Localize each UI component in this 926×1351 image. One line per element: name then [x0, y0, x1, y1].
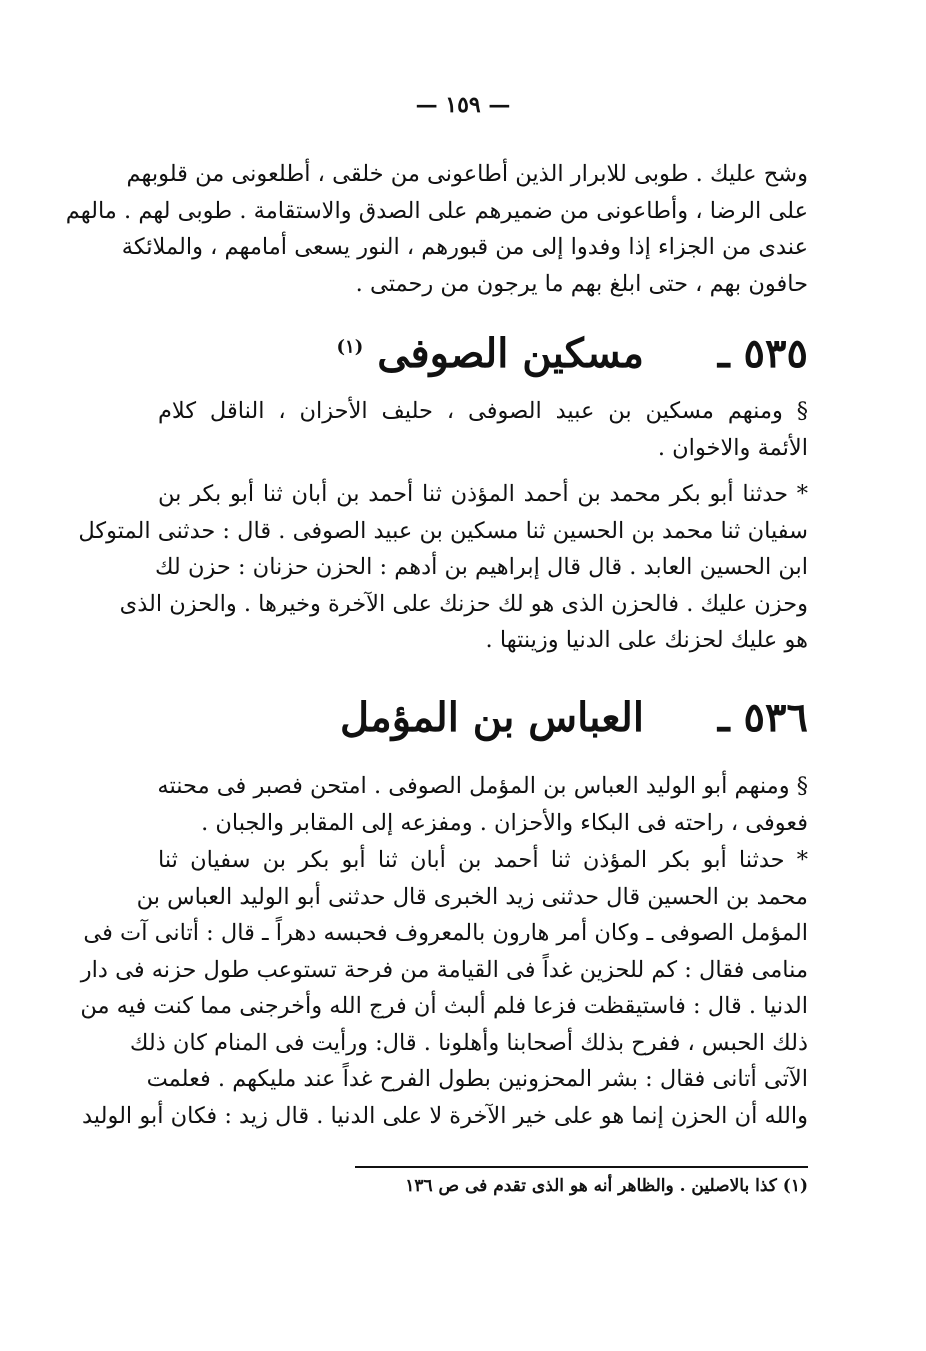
text-line: ذلك الحبس ، ففرح بذلك أصحابنا وأهلونا . قال: ورأيت فى المنام كان ذلك [129, 1029, 808, 1056]
text-line: هو عليك لحزنك على الدنيا وزينتها . [485, 627, 808, 653]
section-number: ٥٣٦ ـ [717, 694, 808, 741]
text-line: سفيان ثنا محمد بن الحسين ثنا مسكين بن عبيد الصوفى . قال : حدثنى المتوكل [78, 517, 808, 544]
text-line: على الرضا ، وأطاعونى من ضميرهم على الصدق والاستقامة . طوبى لهم . مالهم [65, 197, 808, 224]
text-line: فعوفى ، راحته فى البكاء والأحزان . ومفزعه إلى المقابر والجبان . [201, 809, 808, 836]
text-line: عندى من الجزاء إذا وفدوا إلى من قبورهم ، النور يسعى أمامهم ، والملائكة [121, 234, 808, 260]
paragraph-hadith-abbas [80, 842, 808, 1134]
section-title: العباس بن المؤمل [340, 694, 644, 741]
section-heading-535 [158, 330, 808, 390]
footnote-reference: (١) [336, 336, 364, 358]
page-number: — ١٥٩ — [415, 92, 511, 118]
text-line: ابن الحسين العابد . قال قال إبراهيم بن أدهم : الحزن حزنان : حزن لك [154, 554, 808, 580]
text-line: * حدثنا أبو بكر محمد بن أحمد المؤذن ثنا أحمد بن أبان ثنا أبو بكر بن [158, 481, 808, 507]
text-line: والله أن الحزن إنما هو على خير الآخرة لا على الدنيا . قال زيد : فكان أبو الوليد [81, 1102, 808, 1129]
text-line: وشح عليك . طوبى للابرار الذين أطاعونى من خلقى ، أطلعونى من قلوبهم [126, 161, 808, 187]
text-line: وحزن عليك . فالحزن الذى هو لك حزنك على الآخرة وخيرها . والحزن الذى [119, 590, 808, 617]
footnote-separator [355, 1166, 808, 1168]
section-title: مسكين الصوفى [377, 330, 644, 377]
text-line: محمد بن الحسين قال حدثنى زيد الخبرى قال حدثنى أبو الوليد العباس بن [136, 883, 808, 910]
text-line: § ومنهم أبو الوليد العباس بن المؤمل الصوفى . امتحن فصبر فى محنته [157, 773, 808, 799]
text-line: الآتى أتانى فقال : بشر المحزونين بطول الفرح غداً عند مليكهم . فعلمت [146, 1066, 808, 1092]
footnote: (١) كذا بالاصلين . والظاهر أنه هو الذى تقدم فى ص ١٣٦ [405, 1176, 808, 1196]
paragraph-biography-abbas [158, 768, 808, 841]
text-line: § ومنهم مسكين بن عبيد الصوفى ، حليف الأحزان ، الناقل كلام [158, 398, 808, 424]
paragraph-biography-miskin [158, 393, 808, 466]
text-line: الدنيا . قال : فاستيقظت فزعا فلم ألبث أن فرج الله وأخرجنى مما كنت فيه من [80, 993, 808, 1019]
text-line: منامى فقال : كم للحزين غداً فى القيامة من فرحة تستوعب طول حزنه فى دار [80, 956, 808, 983]
section-heading-536 [158, 694, 808, 756]
text-line: الأئمة والاخوان . [657, 434, 808, 461]
text-line: * حدثنا أبو بكر المؤذن ثنا أحمد بن أبان ثنا أبو بكر بن سفيان ثنا [158, 847, 808, 873]
paragraph-hadith-miskin [78, 476, 808, 659]
section-number: ٥٣٥ ـ [717, 330, 808, 377]
text-line: المؤمل الصوفى ـ وكان أمر هارون بالمعروف فحبسه دهراً ـ قال : أتانى آت فى [83, 920, 808, 946]
paragraph-hadith-continuation [65, 156, 808, 302]
text-line: حافون بهم ، حتى ابلغ بهم ما يرجون من رحمتى . [355, 270, 808, 297]
